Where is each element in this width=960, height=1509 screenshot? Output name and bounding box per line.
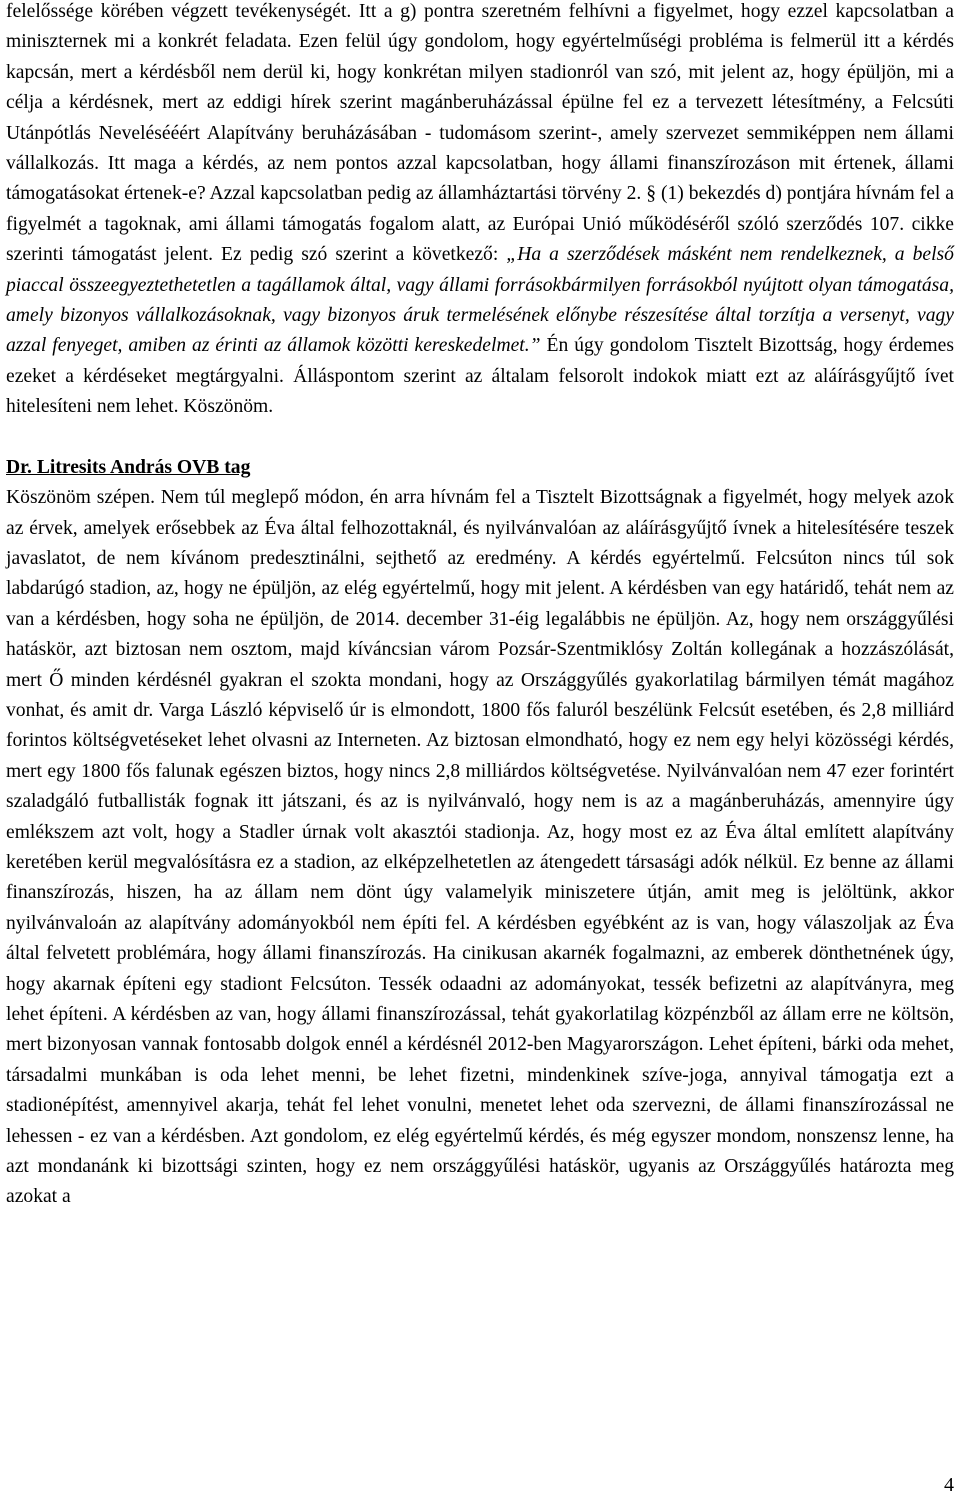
- text-run: Álláspontom szerint az általam felsorolt indokok miatt ezt az aláírásgyűjtő ívet hitelesíteni nem lehet. Köszönöm.: [6, 365, 954, 418]
- document-page: [6, 0, 954, 1213]
- paragraph-gap: [6, 423, 954, 453]
- text-run: Ezen felül úgy gondolom, hogy egyértelműségi probléma is felmerül itt a kérdés kapcsán, mert a kérdésből nem derül ki, hogy konkrétan milyen stadionról van szó, mit jelent az, hogy épüljön, mi a célja a kérdésnek, mert az eddigi hírek szerint magánberuházással épülne fel ez a tervezett létesítmény, a Felcsúti Utánpótlás Nevelésééért Alapítvány beruházásában - tudomásom szerint-, amely szervezet semmiképpen nem állami vállalkozás.: [6, 31, 954, 175]
- speaker-heading: [6, 453, 954, 483]
- text-run: Én úgy gondolom Tisztelt Bizottság, hogy érdemes ezeket a kérdéseket megtárgyalni.: [6, 335, 954, 387]
- speaker-name: Dr. Litresits András OVB tag: [6, 456, 251, 478]
- quoted-treaty-text: „Ha a szerződések másként nem rendelkeznek, a belső piaccal összeegyeztethetetlen a tagállamok által, vagy állami forrásokbármilyen forrásokból nyújtott olyan támogatása, amely bizonyos vállalkozásoknak, vagy bizonyos áruk termelésének előnybe részesítése által torzítja a versenyt, vagy azzal fenyeget, amiben az érinti az államok közötti kereskedelmet.”: [6, 244, 954, 357]
- text-run: Itt maga a kérdés, az nem pontos azzal kapcsolatban, hogy állami finanszírozáson mit értenek, állami támogatásokat értenek-e? Azzal kapcsolatban pedig az államháztartási törvény 2. § (1) bekezdés d) pontjára hívnám fel a figyelmét a tagoknak, ami állami támogatás fogalom alatt, az Európai Unió működéséről szóló szerződés 107. cikke szerinti támogatást jelent.: [6, 153, 954, 266]
- page-number: 4: [944, 1474, 954, 1496]
- paragraph-committee-argument: [6, 0, 954, 423]
- text-run: Ez pedig szó szerint a következő:: [213, 244, 507, 266]
- paragraph-speaker-response: Köszönöm szépen. Nem túl meglepő módon, én arra hívnám fel a Tisztelt Bizottságnak a figyelmét, hogy melyek azok az érvek, amelyek erősebbek az Éva által felhozottaknál, és nyilvánvalóan az aláírásgyűjtő ívnek a hitelesítésére teszek javaslatot, de nem kívánom predesztinálni, sejthető az eredmény. A kérdés egyértelmű. Felcsúton nincs túl sok labdarúgó stadion, az, hogy ne épüljön, az elég egyértelmű, hogy mit jelent. A kérdésben van egy határidő, tehát nem az van a kérdésben, hogy soha ne épüljön, de 2014. december 31-éig legalábbis ne épüljön. Az, hogy nem országgyűlési hatáskör, azt biztosan nem osztom, majd kíváncsian várom Pozsár-Szentmiklósy Zoltán kollegának a hozzászólását, mert Ő minden kérdésnél gyakran el szokta mondani, hogy az Országgyűlés gyakorlatilag bármilyen témát magához vonhat, és amit dr. Varga László képviselő úr is elmondott, 1800 fős faluról beszélünk Felcsút esetében, és 2,8 milliárd forintos költségvetéseket lehet olvasni az Interneten. Az biztosan elmondható, hogy ez nem egy helyi közösségi kérdés, mert egy 1800 fős falunak egészen biztos, hogy nincs 2,8 milliárdos költségvetése. Nyilvánvalóan nem 47 ezer forintért szaladgáló futballisták fognak itt játszani, és az is nyilvánvaló, hogy nem is az a magánberuházás, amennyire úgy emlékszem azt volt, hogy a Stadler úrnak volt akasztói stadionja. Az, hogy most ez az Éva által említett alapítvány keretében kerül megvalósításra ez a stadion, az elképzelhetetlen az átengedett társasági adók nélkül. Ez benne az állami finanszírozás, hiszen, ha az állam nem dönt úgy valamelyik miniszetere útján, amit meg is jelöltünk, akkor nyilvánvaloán az alapítvány adományokból nem építi fel. A kérdésben egyébként az is van, hogy válaszoljak az Éva által felvetett problémára, hogy állami finanszírozás. Ha cinikusan akarnék fogalmazni, az emberek dönthetnének úgy, hogy akarnak építeni egy stadiont Felcsúton. Tessék odaadni az adományokat, tessék befizetni az alapítványra, meg lehet építeni. A kérdésben az van, hogy állami finanszírozással, tehát gyakorlatilag közpénzből az állam erre ne költsön, mert bizonyosan vannak fontosabb dolgok ennél a kérdésnél 2012-ben Magyarországon. Lehet építeni, bárki oda mehet, társadalmi munkában is oda lehet menni, be lehet fizetni, mindenkinek szíve-joga, annyival támogatja ezt a stadionépítést, amennyivel akarja, tehát fel lehet vonulni, menetet lehet oda szervezni, de állami finanszírozással ne lehessen - ez van a kérdésben. Azt gondolom, ez elég egyértelmű kérdés, és még egyszer mondom, nonszensz lenne, ha azt mondanánk ki bizottsági szinten, hogy ez nem országgyűlési hatáskör, ugyanis az Országgyűlés határozta meg azokat a: [6, 487, 954, 1208]
- text-run: felelőssége körében végzett tevékenységét. Itt a g) pontra szeretném felhívni a figyelmet, hogy ezzel kapcsolatban a miniszternek mi a konkrét feladata.: [6, 1, 954, 53]
